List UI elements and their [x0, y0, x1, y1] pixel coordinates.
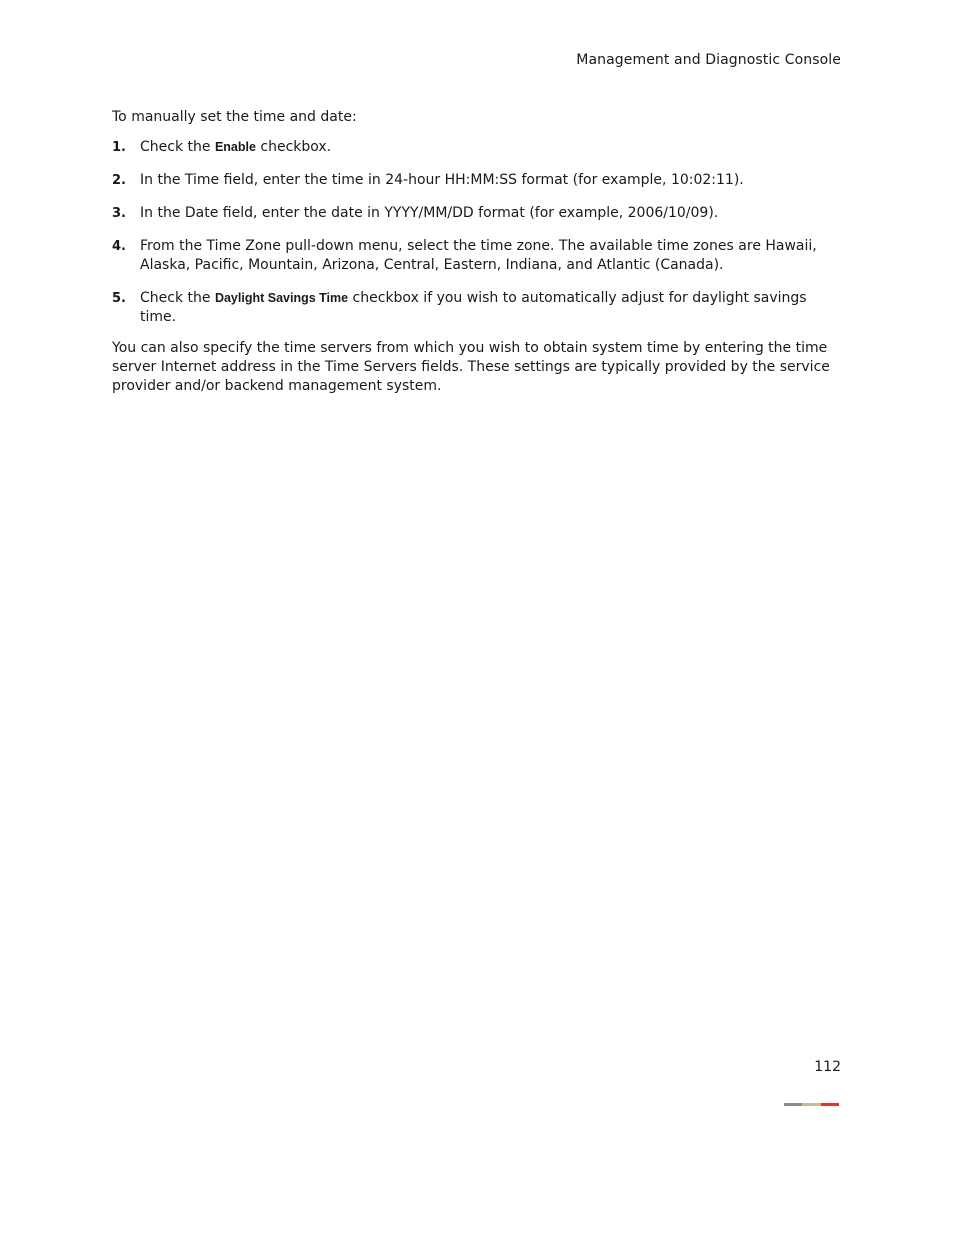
footer-bar-segment-red: [821, 1103, 839, 1106]
outro-paragraph: You can also specify the time servers from which you wish to obtain system time by entering the time server Internet address in the Time Servers fields. These settings are typically provided by the service provider and/or backend management system.: [112, 340, 830, 394]
ui-term-daylight-savings-time: Daylight Savings Time: [214, 291, 349, 305]
list-item: [112, 237, 844, 275]
footer-decorative-bar: [784, 1103, 839, 1106]
steps-list: [112, 138, 844, 327]
footer-bar-segment-gray: [784, 1103, 802, 1106]
intro-paragraph: To manually set the time and date:: [112, 109, 357, 125]
step-number: 5.: [112, 291, 126, 306]
list-item: [112, 289, 844, 327]
list-item: [112, 138, 844, 157]
list-item: [112, 204, 844, 223]
step-text-before: Check the: [140, 139, 215, 155]
page-content: [112, 108, 844, 396]
step-number: 3.: [112, 206, 126, 221]
running-header: Management and Diagnostic Console: [576, 52, 841, 68]
step-number: 4.: [112, 239, 126, 254]
step-text-before: Check the: [140, 290, 215, 306]
step-text: From the Time Zone pull-down menu, select the time zone. The available time zones are Hawaii, Alaska, Pacific, Mountain, Arizona, Central, Eastern, Indiana, and Atlantic (Canada).: [140, 238, 817, 273]
list-item: [112, 171, 844, 190]
step-number: 1.: [112, 140, 126, 155]
step-number: 2.: [112, 173, 126, 188]
ui-term-enable: Enable: [214, 140, 256, 154]
step-text-after: checkbox.: [255, 139, 332, 155]
page-number: 112: [814, 1059, 841, 1075]
footer-bar-segment-tan: [802, 1103, 821, 1106]
step-text-after: checkbox if you wish to automatically adjust for daylight savings time.: [140, 290, 807, 325]
step-text: In the Date field, enter the date in YYYY/MM/DD format (for example, 2006/10/09).: [140, 205, 719, 221]
step-text: In the Time field, enter the time in 24-hour HH:MM:SS format (for example, 10:02:11).: [140, 172, 744, 188]
